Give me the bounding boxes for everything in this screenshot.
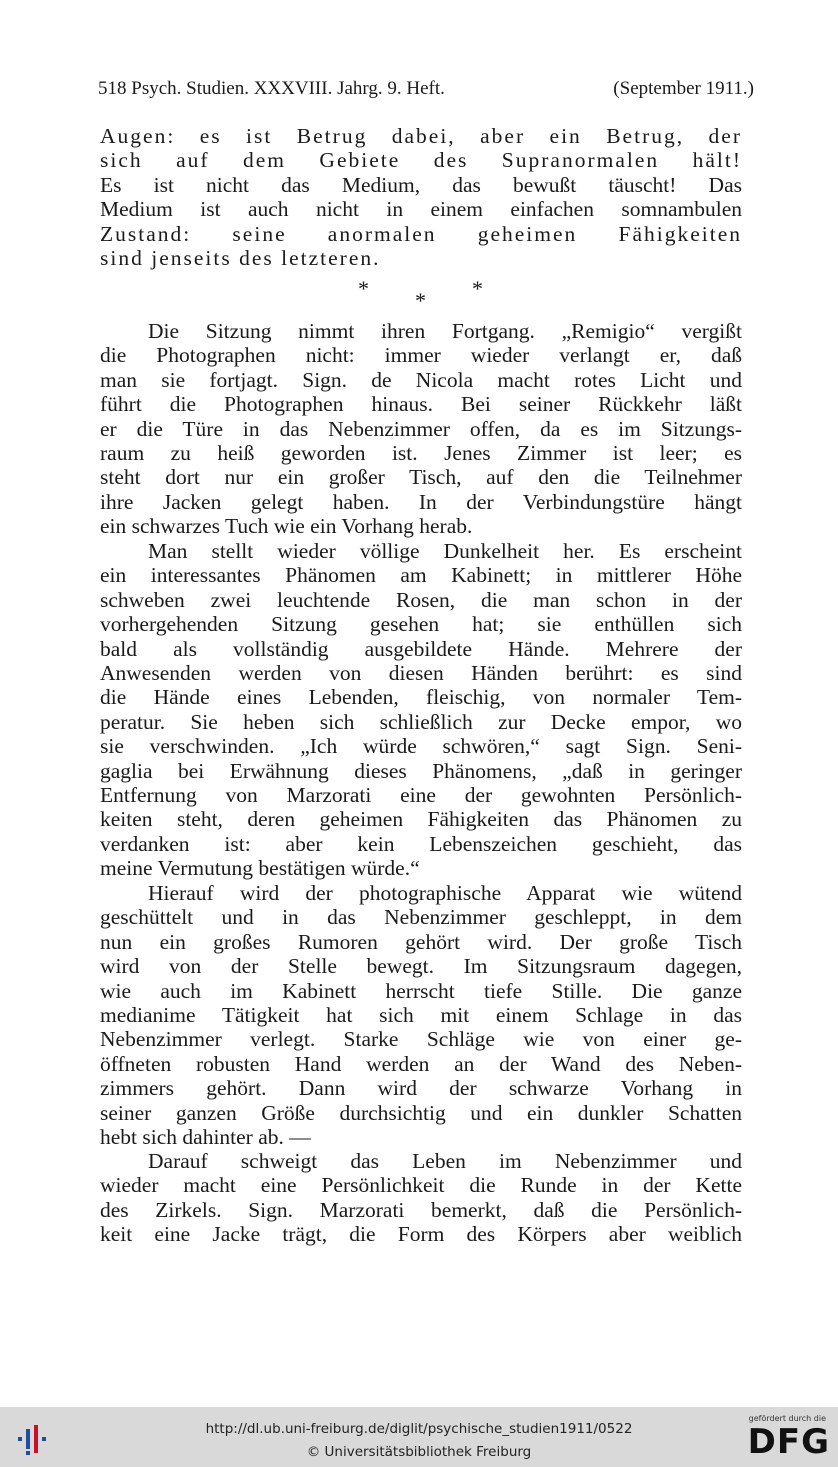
text-line: ihre Jacken gelegt haben. In der Verbindungstüre hängt: [100, 489, 742, 514]
text-line: verdanken ist: aber kein Lebenszeichen geschieht, das: [100, 831, 742, 856]
text-line: er die Türe in das Nebenzimmer offen, da es im Sitzungs-: [100, 416, 742, 441]
text-line: hebt sich dahinter ab. —: [100, 1124, 311, 1149]
text-line: sich auf dem Gebiete des Supranormalen hält!: [100, 148, 742, 173]
header-left: 518 Psych. Studien. XXXVIII. Jahrg. 9. Heft.: [98, 78, 445, 99]
text-line: Hierauf wird der photographische Apparat wie wütend: [148, 881, 742, 905]
text-line: Entfernung von Marzorati eine der gewohnten Persönlich-: [100, 782, 742, 807]
asterisk: *: [415, 288, 426, 313]
text-line: öffneten robusten Hand werden an der Wand des Neben-: [100, 1051, 742, 1076]
text-line: bald als vollständig ausgebildete Hände. Mehrere der: [100, 636, 742, 661]
text-line: Die Sitzung nimmt ihren Fortgang. „Remigio“ vergißt: [148, 319, 742, 343]
paragraph-4: [100, 1149, 742, 1247]
dfg-funding-caption: gefördert durch die: [748, 1414, 826, 1423]
paragraph-1: [100, 319, 742, 539]
text-line: keiten steht, deren geheimen Fähigkeiten das Phänomen zu: [100, 807, 742, 832]
text-line: keit eine Jacke trägt, die Form des Körpers aber weiblich: [100, 1222, 742, 1247]
text-line: ein schwarzes Tuch wie ein Vorhang herab.: [100, 514, 473, 539]
section-separator: [340, 276, 500, 316]
paragraph-3: [100, 881, 742, 1149]
text-line: seiner ganzen Größe durchsichtig und ein dunkler Schatten: [100, 1100, 742, 1125]
text-line: die Photographen nicht: immer wieder verlangt er, daß: [100, 343, 742, 368]
dfg-logo: DFG: [747, 1422, 830, 1462]
text-line: Medium ist auch nicht in einem einfachen somnambulen: [100, 197, 742, 222]
text-line: wie auch im Kabinett herrscht tiefe Stille. Die ganze: [100, 978, 742, 1003]
paragraph-2: [100, 539, 742, 880]
text-line: des Zirkels. Sign. Marzorati bemerkt, daß die Persönlich-: [100, 1197, 742, 1222]
running-header: [98, 78, 754, 100]
text-line: geschüttelt und in das Nebenzimmer geschleppt, in dem: [100, 905, 742, 930]
text-line: wird von der Stelle bewegt. Im Sitzungsraum dagegen,: [100, 954, 742, 979]
text-line: gaglia bei Erwähnung dieses Phänomens, „daß in geringer: [100, 758, 742, 783]
text-line: sie verschwinden. „Ich würde schwören,“ sagt Sign. Seni-: [100, 734, 742, 759]
text-line: wieder macht eine Persönlichkeit die Runde in der Kette: [100, 1173, 742, 1198]
text-line: Es ist nicht das Medium, das bewußt täuscht! Das: [100, 172, 742, 197]
text-line: Augen: es ist Betrug dabei, aber ein Betrug, der: [100, 124, 742, 148]
text-line: peratur. Sie heben sich schließlich zur Decke empor, wo: [100, 709, 742, 734]
asterisk: *: [358, 276, 369, 301]
text-line: medianime Tätigkeit hat sich mit einem Schlage in das: [100, 1002, 742, 1027]
text-line: die Hände eines Lebenden, fleischig, von normaler Tem-: [100, 685, 742, 710]
text-line: nun ein großes Rumoren gehört wird. Der große Tisch: [100, 929, 742, 954]
header-right: (September 1911.): [613, 78, 754, 99]
viewer-footer: [0, 1407, 838, 1467]
text-line: ein interessantes Phänomen am Kabinett; in mittlerer Höhe: [100, 563, 742, 588]
paragraph-top: [100, 124, 742, 270]
text-line: Zustand: seine anormalen geheimen Fähigkeiten: [100, 221, 742, 246]
text-line: sind jenseits des letzteren.: [100, 245, 381, 270]
text-line: vorhergehenden Sitzung gesehen hat; sie enthüllen sich: [100, 612, 742, 637]
text-line: Nebenzimmer verlegt. Starke Schläge wie von einer ge-: [100, 1027, 742, 1052]
text-line: man sie fortjagt. Sign. de Nicola macht rotes Licht und: [100, 367, 742, 392]
text-line: Darauf schweigt das Leben im Nebenzimmer und: [148, 1149, 742, 1173]
copyright-notice: © Universitätsbibliothek Freiburg: [306, 1444, 532, 1460]
text-line: meine Vermutung bestätigen würde.“: [100, 856, 420, 881]
permalink-url[interactable]: http://dl.ub.uni-freiburg.de/diglit/psychische_studien1911/0522: [205, 1421, 633, 1437]
text-line: raum zu heiß geworden ist. Jenes Zimmer ist leer; es: [100, 440, 742, 465]
asterisk: *: [472, 276, 483, 301]
text-line: Anwesenden werden von diesen Händen berührt: es sind: [100, 660, 742, 685]
text-line: Man stellt wieder völlige Dunkelheit her. Es erscheint: [148, 539, 742, 563]
text-line: zimmers gehört. Dann wird der schwarze Vorhang in: [100, 1076, 742, 1101]
text-line: schweben zwei leuchtende Rosen, die man schon in der: [100, 587, 742, 612]
text-line: führt die Photographen hinaus. Bei seiner Rückkehr läßt: [100, 392, 742, 417]
text-line: steht dort nur ein großer Tisch, auf den die Teilnehmer: [100, 465, 742, 490]
